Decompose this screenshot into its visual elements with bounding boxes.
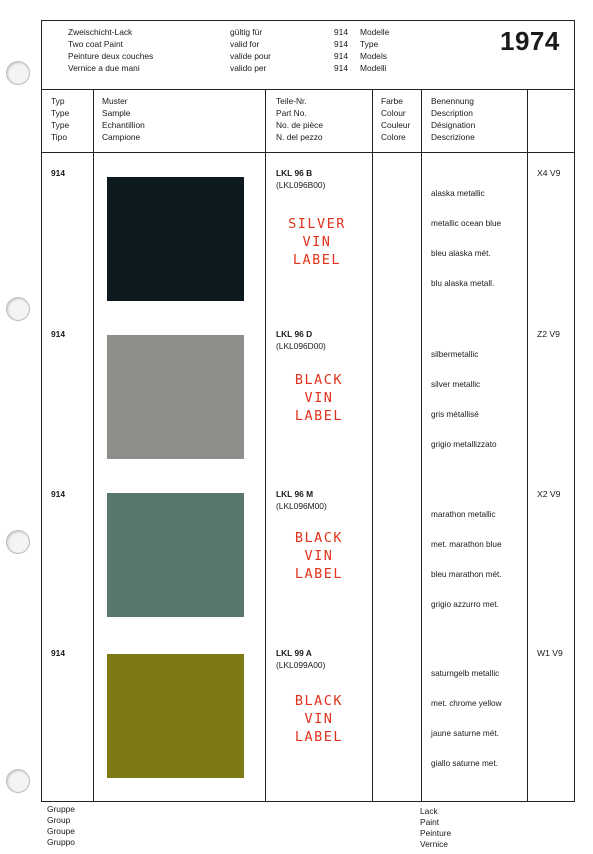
row-type: 914	[51, 489, 65, 499]
vin-line: LABEL	[292, 252, 342, 268]
header-model-word: Type	[360, 39, 379, 49]
description-line: alaska metallic	[431, 189, 485, 198]
footer-paint-label: Lack	[420, 806, 438, 816]
description-line: metallic ocean blue	[431, 219, 502, 228]
col-header-part: N. del pezzo	[276, 132, 323, 142]
footer-paint-label: Peinture	[420, 828, 452, 838]
col-header-color: Farbe	[381, 96, 403, 106]
col-header-description: Description	[431, 108, 473, 118]
header-label: Peinture deux couches	[68, 51, 154, 61]
col-header-color: Colore	[381, 132, 406, 142]
divider-type	[93, 89, 94, 802]
divider-description	[527, 89, 528, 802]
header-model-word: Modelli	[360, 63, 387, 73]
col-header-type: Type	[51, 120, 70, 130]
header-label: Two coat Paint	[68, 39, 123, 49]
divider-part	[372, 89, 373, 802]
part-number-code: (LKL096M00)	[276, 501, 327, 511]
footer-group-label: Gruppe	[47, 804, 75, 814]
description-line: giallo saturne met.	[431, 759, 498, 768]
color-swatch	[107, 493, 244, 617]
description-line: met. chrome yellow	[431, 699, 502, 708]
vin-line: VIN	[302, 234, 332, 250]
description-line: silbermetallic	[431, 350, 479, 359]
description	[431, 649, 502, 789]
description	[431, 490, 502, 630]
part-number: LKL 96 B	[276, 168, 313, 178]
description-line: met. marathon blue	[431, 540, 502, 549]
description-line: bleu alaska mét.	[431, 249, 491, 258]
description-line: jaune saturne mét.	[431, 729, 499, 738]
header-model-word: Models	[360, 51, 387, 61]
col-header-description: Benennung	[431, 96, 474, 106]
vin-line: VIN	[304, 390, 334, 406]
part-number: LKL 99 A	[276, 648, 312, 658]
vin-line: BLACK	[294, 693, 344, 709]
part-number-code: (LKL099A00)	[276, 660, 326, 670]
description-line: grigio metallizzato	[431, 440, 497, 449]
vin-line: BLACK	[294, 530, 344, 546]
binder-hole-1	[6, 61, 30, 85]
description	[431, 330, 497, 470]
description-line: blu alaska metall.	[431, 279, 495, 288]
header-label: Zweischicht-Lack	[68, 27, 133, 37]
description	[431, 169, 501, 309]
footer-group-label: Gruppo	[47, 837, 75, 847]
header-model-word: Modelle	[360, 27, 390, 37]
binder-hole-2	[6, 297, 30, 321]
footer-paint-label: Vernice	[420, 839, 448, 849]
col-header-description: Descrizione	[431, 132, 475, 142]
col-header-type: Tipo	[51, 132, 67, 142]
description-line: silver metallic	[431, 380, 481, 389]
description-line: bleu marathon mét.	[431, 570, 502, 579]
col-header-sample: Sample	[102, 108, 131, 118]
vin-line: VIN	[304, 711, 334, 727]
footer-group-label: Group	[47, 815, 71, 825]
col-header-type: Typ	[51, 96, 65, 106]
description-line: marathon metallic	[431, 510, 496, 519]
footer-group-label: Groupe	[47, 826, 75, 836]
column-header-divider	[41, 152, 575, 153]
vin-line: BLACK	[294, 372, 344, 388]
color-code: X4 V9	[537, 168, 561, 178]
header-valid: valid for	[230, 39, 260, 49]
vin-label-note	[283, 692, 355, 746]
part-number-code: (LKL096B00)	[276, 180, 326, 190]
vin-label-note	[281, 215, 353, 269]
row-type: 914	[51, 648, 65, 658]
vin-line: LABEL	[294, 566, 344, 582]
row-type: 914	[51, 168, 65, 178]
row-type: 914	[51, 329, 65, 339]
color-swatch	[107, 654, 244, 778]
col-header-sample: Campione	[102, 132, 141, 142]
vin-line: LABEL	[294, 408, 344, 424]
part-number: LKL 96 D	[276, 329, 313, 339]
vin-line: LABEL	[294, 729, 344, 745]
divider-sample	[265, 89, 266, 802]
col-header-part: Teile-Nr.	[276, 96, 307, 106]
header-model-number: 914	[334, 27, 348, 37]
description-line: grigio azzurro met.	[431, 600, 499, 609]
color-swatch	[107, 177, 244, 301]
header-model-number: 914	[334, 63, 348, 73]
description-line: saturngelb metallic	[431, 669, 500, 678]
header-model-number: 914	[334, 39, 348, 49]
header-valid: gültig für	[230, 27, 263, 37]
color-code: Z2 V9	[537, 329, 560, 339]
binder-hole-4	[6, 769, 30, 793]
binder-hole-3	[6, 530, 30, 554]
vin-line: SILVER	[288, 216, 346, 232]
header-model-number: 914	[334, 51, 348, 61]
part-number: LKL 96 M	[276, 489, 314, 499]
col-header-sample: Muster	[102, 96, 128, 106]
color-code: X2 V9	[537, 489, 561, 499]
footer-paint-label: Paint	[420, 817, 440, 827]
description-line: gris métallisé	[431, 410, 479, 419]
col-header-sample: Echantillion	[102, 120, 145, 130]
divider-color	[421, 89, 422, 802]
col-header-color: Colour	[381, 108, 406, 118]
color-swatch	[107, 335, 244, 459]
vin-label-note	[283, 371, 355, 425]
header-divider	[41, 89, 575, 90]
year-title: 1974	[500, 26, 560, 56]
col-header-type: Type	[51, 108, 70, 118]
col-header-color: Couleur	[381, 120, 411, 130]
header-label: Vernice a due mani	[68, 63, 140, 73]
col-header-part: Part No.	[276, 108, 307, 118]
color-code: W1 V9	[537, 648, 563, 658]
header-valid: valido per	[230, 63, 267, 73]
vin-line: VIN	[304, 548, 334, 564]
header-valid: valide pour	[230, 51, 271, 61]
vin-label-note	[283, 529, 355, 583]
col-header-description: Désignation	[431, 120, 476, 130]
col-header-part: No. de pièce	[276, 120, 324, 130]
part-number-code: (LKL096D00)	[276, 341, 326, 351]
